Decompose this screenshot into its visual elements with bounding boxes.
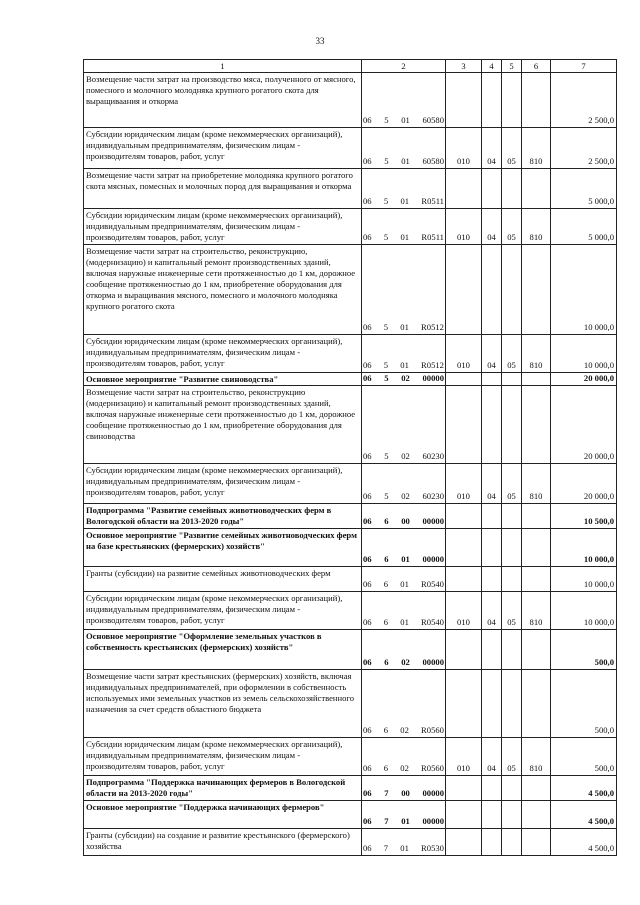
code-direction: 00000: [422, 788, 444, 798]
row-amount: 5 000,0: [551, 209, 617, 245]
row-code: [362, 245, 446, 335]
code-event: 02: [401, 491, 410, 501]
row-col4: [482, 504, 502, 529]
row-code: [362, 592, 446, 630]
row-amount: 2 500,0: [551, 128, 617, 169]
row-col5: [502, 567, 522, 592]
row-col3: 010: [446, 128, 482, 169]
row-col6: 810: [522, 592, 551, 630]
row-col4: [482, 829, 502, 856]
row-col3: [446, 373, 482, 386]
code-program: 06: [363, 516, 372, 526]
table-row: [84, 776, 617, 801]
code-direction: R0530: [421, 843, 444, 853]
row-col5: 05: [502, 209, 522, 245]
row-col4: [482, 169, 502, 209]
row-amount: 20 000,0: [551, 386, 617, 464]
row-name: Субсидии юридическим лицам (кроме некоммерческих организаций), индивидуальным предпринимателям, физическим лицам - производителям товаров, работ, услуг: [84, 738, 362, 776]
row-col4: [482, 567, 502, 592]
row-col6: [522, 386, 551, 464]
row-amount: 10 000,0: [551, 529, 617, 567]
code-subprogram: 5: [384, 373, 389, 383]
row-col3: 010: [446, 592, 482, 630]
code-direction: 60230: [422, 491, 444, 501]
row-code: [362, 738, 446, 776]
row-col3: [446, 801, 482, 829]
code-program: 06: [363, 657, 372, 667]
code-direction: R0560: [421, 763, 444, 773]
row-col6: [522, 776, 551, 801]
row-col3: 010: [446, 464, 482, 504]
row-name: Основное мероприятие "Развитие семейных животноводческих ферм на базе крестьянских (фермерских) хозяйств": [84, 529, 362, 567]
row-col3: [446, 169, 482, 209]
code-program: 06: [363, 156, 372, 166]
row-col3: [446, 829, 482, 856]
row-col5: 05: [502, 592, 522, 630]
row-col4: 04: [482, 335, 502, 373]
code-event: 01: [401, 115, 410, 125]
row-col3: [446, 630, 482, 670]
code-event: 01: [400, 843, 409, 853]
row-col5: [502, 73, 522, 128]
table-row: [84, 567, 617, 592]
code-event: 01: [400, 617, 409, 627]
row-name: Субсидии юридическим лицам (кроме некоммерческих организаций), индивидуальным предпринимателям, физическим лицам - производителям товаров, работ, услуг: [84, 464, 362, 504]
row-col5: [502, 829, 522, 856]
row-col3: [446, 73, 482, 128]
code-direction: 00000: [422, 554, 444, 564]
row-col4: 04: [482, 592, 502, 630]
row-name: Возмещение части затрат на строительство, реконструкцию (модернизацию) и капитальный ремонт производственных зданий, включая наружные инженерные сети протяженностью до 1 км, дорожное сообщение протяженностью до 1 км, приобретение оборудования для свиноводства: [84, 386, 362, 464]
row-col5: 05: [502, 738, 522, 776]
table-row: [84, 128, 617, 169]
row-col6: [522, 630, 551, 670]
code-subprogram: 6: [384, 554, 389, 564]
table-row: [84, 738, 617, 776]
row-col5: [502, 776, 522, 801]
code-program: 06: [363, 579, 372, 589]
row-code: [362, 373, 446, 386]
row-amount: 4 500,0: [551, 776, 617, 801]
code-direction: R0540: [421, 579, 444, 589]
code-direction: 60580: [422, 115, 444, 125]
code-program: 06: [363, 373, 372, 383]
code-subprogram: 7: [383, 843, 389, 853]
header-cell: 1: [84, 60, 362, 73]
row-col4: [482, 801, 502, 829]
code-event: 01: [400, 360, 409, 370]
row-amount: 4 500,0: [551, 829, 617, 856]
code-program: 06: [363, 232, 372, 242]
row-amount: 500,0: [551, 630, 617, 670]
table-row: [84, 386, 617, 464]
row-col5: [502, 504, 522, 529]
row-amount: 20 000,0: [551, 373, 617, 386]
code-direction: R0511: [421, 196, 444, 206]
row-col3: [446, 776, 482, 801]
code-direction: 00000: [422, 516, 444, 526]
row-name: Субсидии юридическим лицам (кроме некоммерческих организаций), индивидуальным предпринимателям, физическим лицам - производителям товаров, работ, услуг: [84, 335, 362, 373]
code-program: 06: [363, 360, 372, 370]
row-col4: [482, 245, 502, 335]
row-name: Возмещение части затрат на строительство, реконструкцию, (модернизацию) и капитальный ремонт производственных зданий, включая наружные инженерные сети протяженностью до 1 км, дорожное сообщение протяженностью до 1 км, приобретение оборудования для откорма и выращивания мясного, помесного и молочного молодняка крупного рогатого скота: [84, 245, 362, 335]
table-row: [84, 209, 617, 245]
header-cell: 3: [446, 60, 482, 73]
row-code: [362, 335, 446, 373]
code-event: 01: [401, 554, 410, 564]
code-subprogram: 5: [384, 491, 389, 501]
code-event: 01: [400, 196, 410, 206]
budget-table: [83, 59, 617, 856]
row-code: [362, 128, 446, 169]
table-row: [84, 829, 617, 856]
code-direction: 60230: [422, 451, 444, 461]
code-subprogram: 5: [384, 115, 389, 125]
row-col3: [446, 386, 482, 464]
row-code: [362, 801, 446, 829]
row-name: Подпрограмма "Развитие семейных животноводческих ферм в Вологодской области на 2013-2020 годы": [84, 504, 362, 529]
table-row: [84, 335, 617, 373]
row-col4: [482, 73, 502, 128]
code-program: 06: [363, 196, 372, 206]
code-program: 06: [363, 115, 372, 125]
code-direction: R0512: [421, 360, 444, 370]
row-name: Возмещение части затрат крестьянских (фермерских) хозяйств, включая индивидуальных предпринимателей, при оформлении в собственность используемых ими земельных участков из земель сельскохозяйственного назначения за счет средств областного бюджета: [84, 670, 362, 738]
code-subprogram: 5: [384, 156, 389, 166]
row-name: Гранты (субсидии) на развитие семейных животноводческих ферм: [84, 567, 362, 592]
row-name: Подпрограмма "Поддержка начинающих фермеров в Вологодской области на 2013-2020 годы": [84, 776, 362, 801]
code-program: 06: [363, 554, 372, 564]
code-program: 06: [363, 617, 372, 627]
row-amount: 10 000,0: [551, 335, 617, 373]
header-cell: 6: [522, 60, 551, 73]
row-col5: [502, 670, 522, 738]
row-col3: 010: [446, 335, 482, 373]
row-code: [362, 630, 446, 670]
row-col4: 04: [482, 464, 502, 504]
row-col4: 04: [482, 738, 502, 776]
row-code: [362, 169, 446, 209]
code-subprogram: 5: [383, 196, 389, 206]
row-name: Основное мероприятие "Оформление земельных участков в собственность крестьянских (фермерских) хозяйств": [84, 630, 362, 670]
row-amount: 5 000,0: [551, 169, 617, 209]
row-col6: [522, 245, 551, 335]
table-row: [84, 630, 617, 670]
code-event: 01: [401, 816, 410, 826]
row-col4: [482, 776, 502, 801]
header-cell: 4: [482, 60, 502, 73]
code-direction: 00000: [422, 373, 444, 383]
table-row: [84, 464, 617, 504]
row-col5: 05: [502, 464, 522, 504]
code-direction: 60580: [422, 156, 444, 166]
code-event: 02: [401, 451, 410, 461]
header-cell: 5: [502, 60, 522, 73]
row-amount: 500,0: [551, 738, 617, 776]
row-code: [362, 670, 446, 738]
row-amount: 10 000,0: [551, 567, 617, 592]
table-row: [84, 529, 617, 567]
row-col6: [522, 169, 551, 209]
row-col3: [446, 670, 482, 738]
row-name: Субсидии юридическим лицам (кроме некоммерческих организаций), индивидуальным предпринимателям, физическим лицам - производителям товаров, работ, услуг: [84, 209, 362, 245]
code-direction: 00000: [422, 816, 444, 826]
row-name: Субсидии юридическим лицам (кроме некоммерческих организаций), индивидуальным предпринимателям, физическим лицам - производителям товаров, работ, услуг: [84, 128, 362, 169]
code-subprogram: 6: [383, 579, 389, 589]
row-amount: 10 500,0: [551, 504, 617, 529]
row-col5: [502, 529, 522, 567]
row-col6: [522, 670, 551, 738]
row-amount: 20 000,0: [551, 464, 617, 504]
code-direction: R0540: [421, 617, 444, 627]
code-event: 02: [401, 373, 410, 383]
row-col6: 810: [522, 209, 551, 245]
row-col6: [522, 529, 551, 567]
code-subprogram: 6: [383, 617, 389, 627]
code-subprogram: 5: [384, 451, 389, 461]
row-name: Возмещение части затрат на производство мяса, полученного от мясного, помесного и молочного молодняка крупного рогатого скота для выращиваания и откорма: [84, 73, 362, 128]
row-amount: 2 500,0: [551, 73, 617, 128]
table-row: [84, 504, 617, 529]
row-name: Гранты (субсидии) на создание и развитие крестьянского (фермерского) хозяйства: [84, 829, 362, 856]
row-amount: 500,0: [551, 670, 617, 738]
code-program: 06: [363, 491, 372, 501]
table-row: [84, 592, 617, 630]
row-col5: 05: [502, 128, 522, 169]
row-code: [362, 829, 446, 856]
code-subprogram: 7: [384, 788, 389, 798]
row-col3: 010: [446, 738, 482, 776]
code-program: 06: [363, 788, 372, 798]
row-col4: [482, 373, 502, 386]
row-code: [362, 73, 446, 128]
code-direction: 00000: [422, 657, 444, 667]
code-subprogram: 5: [383, 232, 389, 242]
row-col3: 010: [446, 209, 482, 245]
row-col4: [482, 630, 502, 670]
row-col4: 04: [482, 209, 502, 245]
row-col6: 810: [522, 335, 551, 373]
row-col4: 04: [482, 128, 502, 169]
header-cell: 2: [362, 60, 446, 73]
code-subprogram: 5: [383, 360, 389, 370]
row-col4: [482, 386, 502, 464]
row-name: Субсидии юридическим лицам (кроме некоммерческих организаций), индивидуальным предпринимателям, физическим лицам - производителям товаров, работ, услуг: [84, 592, 362, 630]
row-code: [362, 209, 446, 245]
code-event: 01: [401, 156, 410, 166]
row-name: Основное мероприятие "Поддержка начинающих фермеров": [84, 801, 362, 829]
table-row: [84, 801, 617, 829]
code-program: 06: [363, 763, 372, 773]
code-program: 06: [363, 843, 372, 853]
code-event: 00: [401, 788, 410, 798]
row-col5: [502, 386, 522, 464]
code-event: 01: [400, 579, 409, 589]
row-col6: 810: [522, 738, 551, 776]
row-col6: 810: [522, 464, 551, 504]
code-event: 02: [401, 657, 410, 667]
page-number: 33: [315, 36, 325, 46]
row-col4: [482, 670, 502, 738]
code-program: 06: [363, 725, 372, 735]
code-subprogram: 6: [383, 725, 389, 735]
table-row: [84, 245, 617, 335]
code-event: 02: [400, 763, 409, 773]
code-direction: R0560: [421, 725, 444, 735]
row-col5: [502, 169, 522, 209]
code-program: 06: [363, 322, 372, 332]
row-col3: [446, 567, 482, 592]
code-subprogram: 6: [384, 657, 389, 667]
row-col6: [522, 73, 551, 128]
header-row: [84, 60, 617, 73]
code-program: 06: [363, 451, 372, 461]
code-subprogram: 6: [384, 516, 389, 526]
row-code: [362, 776, 446, 801]
row-name: Возмещение части затрат на приобретение молодняка крупного рогатого скота мясных, помесных и молочных пород для выращивания и откорма: [84, 169, 362, 209]
code-event: 00: [401, 516, 410, 526]
row-col5: [502, 245, 522, 335]
row-col3: [446, 245, 482, 335]
row-amount: 10 000,0: [551, 245, 617, 335]
row-amount: 10 000,0: [551, 592, 617, 630]
row-col5: [502, 801, 522, 829]
row-col5: 05: [502, 335, 522, 373]
header-cell: 7: [551, 60, 617, 73]
row-col5: [502, 630, 522, 670]
row-amount: 4 500,0: [551, 801, 617, 829]
code-subprogram: 5: [383, 322, 389, 332]
row-code: [362, 504, 446, 529]
table-row: [84, 670, 617, 738]
table-row: [84, 373, 617, 386]
row-col3: [446, 504, 482, 529]
row-code: [362, 529, 446, 567]
code-program: 06: [363, 816, 372, 826]
code-direction: R0511: [421, 232, 444, 242]
row-col4: [482, 529, 502, 567]
row-code: [362, 567, 446, 592]
row-col5: [502, 373, 522, 386]
code-subprogram: 6: [383, 763, 389, 773]
code-event: 02: [400, 725, 409, 735]
table-row: [84, 169, 617, 209]
table-row: [84, 73, 617, 128]
code-event: 01: [400, 322, 409, 332]
row-col6: [522, 504, 551, 529]
row-col6: [522, 801, 551, 829]
row-code: [362, 464, 446, 504]
row-col6: 810: [522, 128, 551, 169]
code-direction: R0512: [421, 322, 444, 332]
code-event: 01: [400, 232, 410, 242]
row-code: [362, 386, 446, 464]
row-name: Основное мероприятие "Развитие свиноводства": [84, 373, 362, 386]
code-subprogram: 7: [384, 816, 389, 826]
row-col6: [522, 567, 551, 592]
row-col3: [446, 529, 482, 567]
row-col6: [522, 373, 551, 386]
row-col6: [522, 829, 551, 856]
